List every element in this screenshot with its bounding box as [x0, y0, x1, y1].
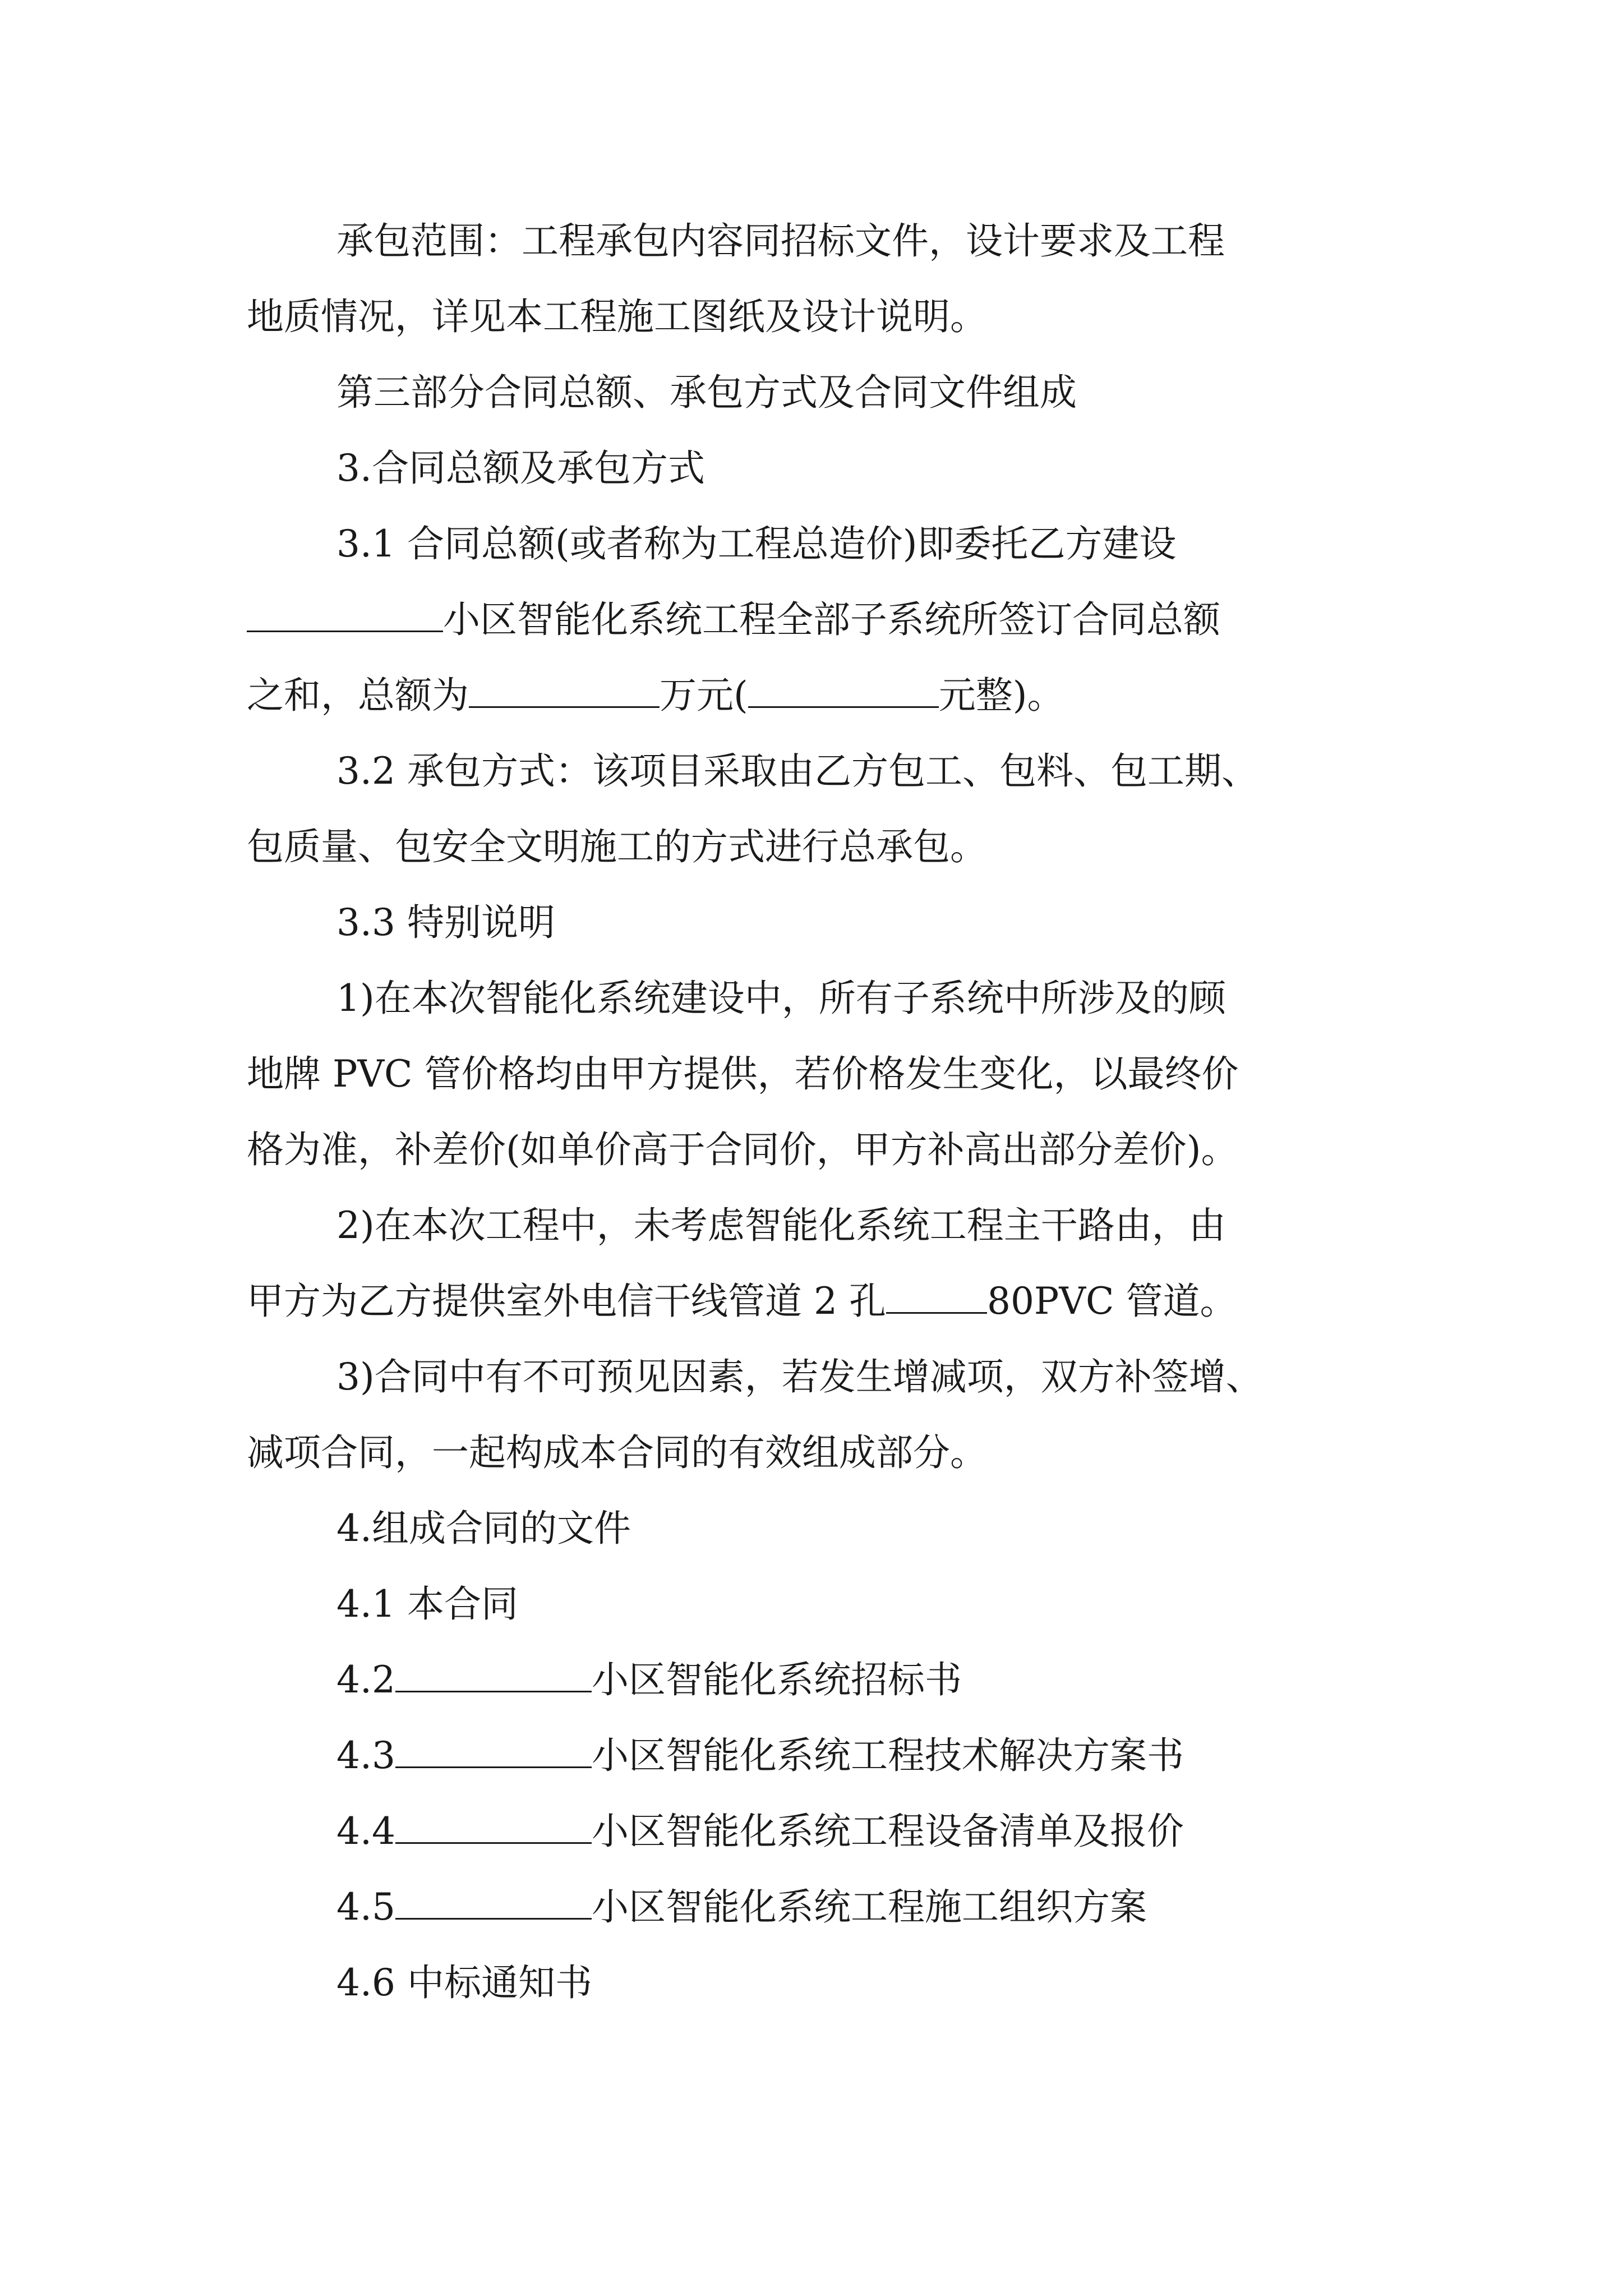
clause-3-1-line3: 之和，总额为 万元( 元整)。	[247, 674, 1064, 717]
blank-amount-wan[interactable]	[469, 674, 660, 708]
blank-pipe-spec[interactable]	[886, 1280, 987, 1314]
note-2-line1: 2)在本次工程中，未考虑智能化系统工程主干路由，由	[336, 1204, 1226, 1247]
blank-amount-yuan[interactable]	[748, 674, 939, 708]
item-4-2: 4.2 小区智能化系统招标书	[336, 1658, 962, 1701]
note-1-line1: 1)在本次智能化系统建设中，所有子系统中所涉及的顾	[336, 977, 1226, 1020]
blank-project-name[interactable]	[247, 598, 443, 632]
note-2-line2: 甲方为乙方提供室外电信干线管道 2 孔 80PVC 管道。	[247, 1280, 1237, 1323]
clause-3-3: 3.3 特别说明	[336, 901, 555, 944]
clause-3-1-line1: 3.1 合同总额(或者称为工程总造价)即委托乙方建设	[336, 522, 1177, 565]
clause-3-2-line1: 3.2 承包方式：该项目采取由乙方包工、包料、包工期、	[336, 749, 1258, 793]
blank-4-3[interactable]	[395, 1734, 592, 1768]
note-1-line3: 格为准，补差价(如单价高于合同价，甲方补高出部分差价)。	[247, 1128, 1238, 1171]
heading-4: 4.组成合同的文件	[336, 1507, 631, 1550]
item-4-4: 4.4 小区智能化系统工程设备清单及报价	[336, 1810, 1184, 1853]
item-4-3: 4.3 小区智能化系统工程技术解决方案书	[336, 1734, 1184, 1777]
heading-3: 3.合同总额及承包方式	[336, 447, 705, 490]
blank-4-4[interactable]	[395, 1810, 592, 1844]
blank-4-5[interactable]	[395, 1885, 592, 1920]
note-1-line2: 地牌 PVC 管价格均由甲方提供，若价格发生变化，以最终价	[247, 1052, 1239, 1096]
clause-3-1-line2: 小区智能化系统工程全部子系统所签订合同总额	[247, 597, 1220, 642]
item-4-1: 4.1 本合同	[336, 1582, 518, 1626]
para-scope-line1: 承包范围：工程承包内容同招标文件，设计要求及工程	[336, 219, 1225, 263]
item-4-5: 4.5 小区智能化系统工程施工组织方案	[336, 1885, 1147, 1929]
para-scope-line2: 地质情况，详见本工程施工图纸及设计说明。	[247, 295, 987, 338]
note-3-line1: 3)合同中有不可预见因素，若发生增减项，双方补签增、	[336, 1355, 1263, 1398]
blank-4-2[interactable]	[395, 1658, 592, 1692]
section-heading-part3: 第三部分合同总额、承包方式及合同文件组成	[336, 371, 1077, 414]
item-4-6: 4.6 中标通知书	[336, 1961, 592, 2004]
clause-3-2-line2: 包质量、包安全文明施工的方式进行总承包。	[247, 825, 987, 868]
note-3-line2: 减项合同，一起构成本合同的有效组成部分。	[247, 1431, 987, 1474]
